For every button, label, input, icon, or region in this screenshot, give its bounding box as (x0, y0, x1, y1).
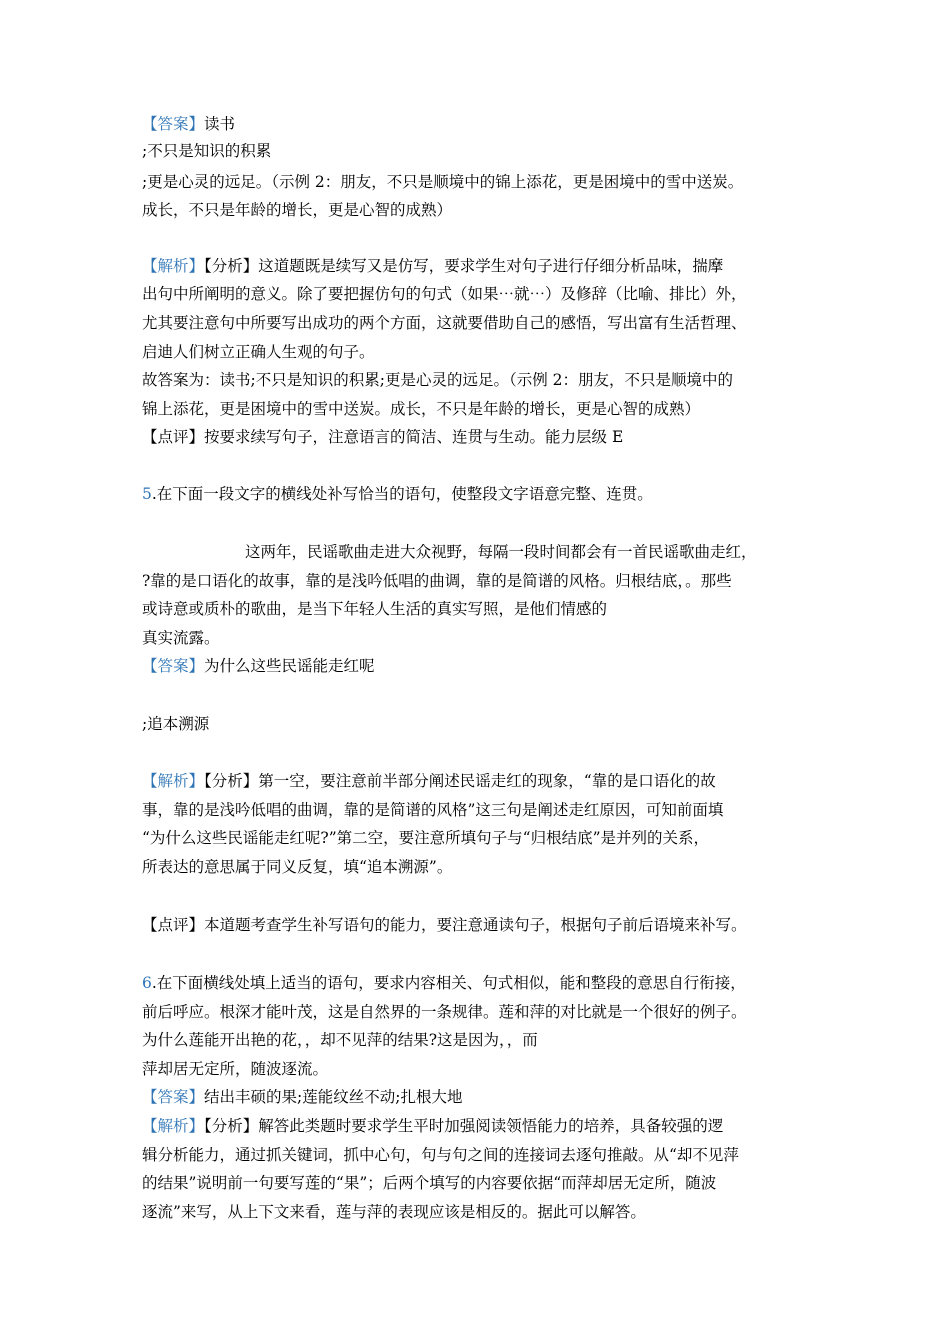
question-number: 5 (142, 485, 152, 503)
q4-answer (142, 114, 235, 134)
q4-analysis-line-5: 故答案为：读书;不只是知识的积累;更是心灵的远足。（示例 2：朋友，不只是顺境中的 (142, 371, 733, 389)
q5-dianping (142, 915, 747, 935)
analysis-text: 第一空，要注意前半部分阐述民谣走红的现象，“靠的是口语化的故 (258, 772, 716, 790)
q4-analysis-line-1 (142, 256, 723, 276)
answer-text: 读书 (204, 115, 236, 133)
q5-analysis-line-4: 所表达的意思属于同义反复，填“追本溯源”。 (142, 858, 453, 876)
answer-tag: 【答案】 (142, 115, 205, 133)
q5-analysis-line-2: 事，靠的是浅吟低唱的曲调，靠的是简谱的风格”这三句是阐述走红原因，可知前面填 (142, 801, 724, 819)
answer-tag: 【答案】 (142, 657, 205, 675)
q6-stem (142, 973, 746, 993)
answer-tag: 【答案】 (142, 1088, 205, 1106)
answer-text: 结出丰硕的果;莲能纹丝不动;扎根大地 (204, 1088, 463, 1106)
analysis-tag: 【解析】 (142, 1117, 205, 1135)
analysis-tag: 【解析】 (142, 772, 205, 790)
fenxi-tag: 【分析】 (204, 772, 259, 790)
q5-passage-line-2: ?靠的是口语化的故事，靠的是浅吟低唱的曲调，靠的是简谱的风格。归根结底，。那些 (142, 572, 732, 590)
q4-analysis-line-3: 尤其要注意句中所要写出成功的两个方面，这就要借助自己的感悟，写出富有生活哲理、 (142, 314, 747, 332)
q4-analysis-line-4: 启迪人们树立正确人生观的句子。 (142, 343, 375, 361)
q4-dianping (142, 427, 623, 447)
q5-passage-line-1: 这两年，民谣歌曲走进大众视野，每隔一段时间都会有一首民谣歌曲走红， (245, 543, 757, 561)
q5-analysis-line-1 (142, 771, 716, 791)
q6-line-2: 前后呼应。根深才能叶茂，这是自然界的一条规律。莲和萍的对比就是一个很好的例子。 (142, 1003, 747, 1021)
q6-analysis-line-1 (142, 1116, 723, 1136)
analysis-text: 这道题既是续写又是仿写，要求学生对句子进行仔细分析品味，揣摩 (258, 257, 724, 275)
question-stem: .在下面一段文字的横线处补写恰当的语句，使整段文字语意完整、连贯。 (151, 485, 653, 503)
dianping-text: 本道题考查学生补写语句的能力，要注意通读句子，根据句子前后语境来补写。 (204, 916, 747, 934)
answer-text: 为什么这些民谣能走红呢 (204, 657, 375, 675)
q5-passage-line-3: 或诗意或质朴的歌曲，是当下年轻人生活的真实写照，是他们情感的 (142, 600, 608, 618)
analysis-tag: 【解析】 (142, 257, 205, 275)
question-stem: .在下面横线处填上适当的语句，要求内容相关、句式相似，能和整段的意思自行衔接， (151, 974, 746, 992)
fenxi-tag: 【分析】 (204, 257, 259, 275)
q4-analysis-line-2: 出句中所阐明的意义。除了要把握仿句的句式（如果⋯就⋯）及修辞（比喻、排比）外， (142, 285, 747, 303)
q5-passage-line-4: 真实流露。 (142, 629, 220, 647)
q6-answer (142, 1087, 462, 1107)
analysis-text: 解答此类题时要求学生平时加强阅读领悟能力的培养，具备较强的逻 (258, 1117, 724, 1135)
dianping-text: 按要求续写句子，注意语言的简洁、连贯与生动。能力层级 E (204, 428, 624, 446)
q5-answer-line-2: ;追本溯源 (142, 715, 210, 733)
q4-answer-line-2: ;不只是知识的积累 (142, 142, 272, 160)
q4-analysis-line-6: 锦上添花，更是困境中的雪中送炭。成长，不只是年龄的增长，更是心智的成熟） (142, 400, 701, 418)
dianping-tag: 【点评】 (142, 916, 205, 934)
q6-line-4: 萍却居无定所，随波逐流。 (142, 1060, 329, 1078)
q4-answer-line-3: ;更是心灵的远足。（示例 2：朋友，不只是顺境中的锦上添花，更是困境中的雪中送炭。 (142, 173, 744, 191)
fenxi-tag: 【分析】 (204, 1117, 259, 1135)
question-number: 6 (142, 974, 152, 992)
q5-stem (142, 484, 653, 504)
q6-analysis-line-2: 辑分析能力，通过抓关键词，抓中心句，句与句之间的连接词去逐句推敲。从“却不见萍 (142, 1146, 739, 1164)
q4-answer-line-4: 成长，不只是年龄的增长，更是心智的成熟） (142, 201, 453, 219)
q5-analysis-line-3: “为什么这些民谣能走红呢?”第二空，要注意所填句子与“归根结底”是并列的关系， (142, 829, 710, 847)
dianping-tag: 【点评】 (142, 428, 205, 446)
q5-answer (142, 656, 375, 676)
q6-line-3: 为什么莲能开出艳的花，，却不见萍的结果?这是因为，，而 (142, 1031, 538, 1049)
q6-analysis-line-3: 的结果”说明前一句要写莲的“果”；后两个填写的内容要依据“而萍却居无定所，随波 (142, 1174, 717, 1192)
q6-analysis-line-4: 逐流”来写，从上下文来看，莲与萍的表现应该是相反的。据此可以解答。 (142, 1203, 646, 1221)
